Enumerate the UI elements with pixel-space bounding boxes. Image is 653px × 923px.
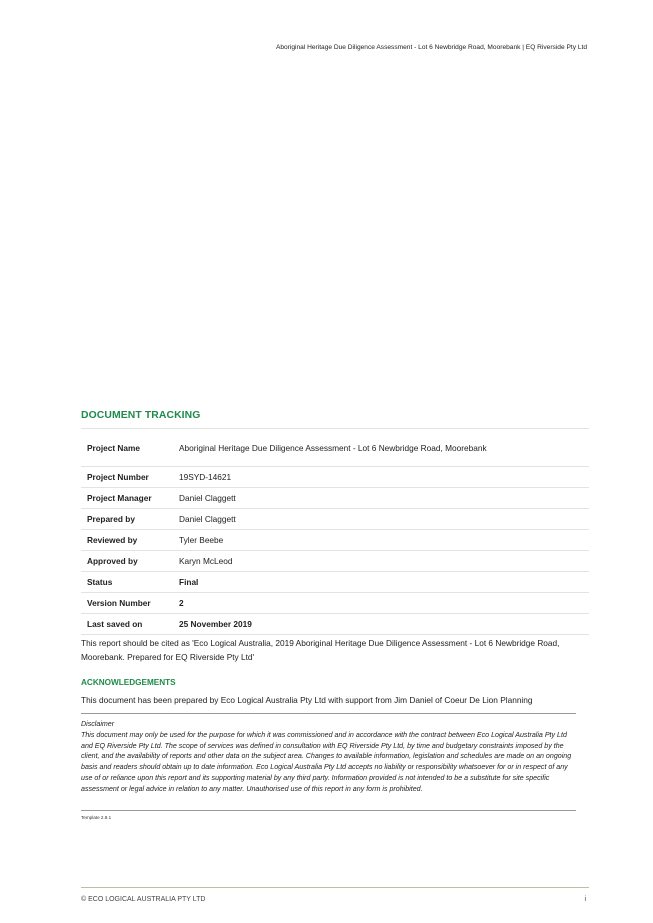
footer-page-number: i [584,896,586,903]
table-row [81,572,589,593]
table-row [81,488,589,509]
table-row [81,530,589,551]
citation-text: This report should be cited as 'Eco Logical Australia, 2019 Aboriginal Heritage Due Diligence Assessment - Lot 6 Newbridge Road, Moorebank. Prepared for EQ Riverside Pty Ltd' [81,638,560,662]
approved-by-label: Approved by [87,556,138,566]
version-number-value: 2 [179,598,184,608]
approved-by-value: Karyn McLeod [179,556,233,566]
last-saved-label: Last saved on [87,619,143,629]
document-tracking-title: DOCUMENT TRACKING [81,410,201,421]
project-name-label: Project Name [87,442,141,453]
acknowledgements-title: ACKNOWLEDGEMENTS [81,678,176,687]
prepared-by-label: Prepared by [87,514,135,524]
prepared-by-value: Daniel Claggett [179,514,236,524]
status-value: Final [179,577,199,587]
footer-divider [81,887,589,888]
project-number-value: 19SYD-14621 [179,472,232,482]
reviewed-by-label: Reviewed by [87,535,138,545]
project-name-value: Aboriginal Heritage Due Diligence Assessment - Lot 6 Newbridge Road, Moorebank [179,442,487,453]
document-tracking-table [81,428,589,635]
table-row [81,429,589,467]
disclaimer-block [81,719,578,795]
reviewed-by-value: Tyler Beebe [179,535,224,545]
table-row [81,614,589,635]
table-row [81,593,589,614]
project-manager-value: Daniel Claggett [179,493,236,503]
running-header: Aboriginal Heritage Due Diligence Assessment - Lot 6 Newbridge Road, Moorebank | EQ Riverside Pty Ltd [275,44,587,51]
disclaimer-body: This document may only be used for the purpose for which it was commissioned and in accordance with the contract between Eco Logical Australia Pty Ltd and EQ Riverside Pty Ltd. The scope of services was defined in consultation with EQ Riverside Pty Ltd, by time and budgetary constraints imposed by the client, and the availability of reports and other data on the subject area. Changes to available information, legislation and schedules are made on an ongoing basis and readers should obtain up to date information. Eco Logical Australia Pty Ltd accepts no liability or responsibility whatsoever for or in respect of any use of or reliance upon this report and its supporting material by any third party. Information provided is not intended to be a substitute for site specific assessment or legal advice in relation to any matter. Unauthorised use of this report in any form is prohibited. [81,730,572,793]
footer-copyright: © ECO LOGICAL AUSTRALIA PTY LTD [81,896,206,903]
table-row [81,467,589,488]
disclaimer-heading: Disclaimer [81,720,115,728]
disclaimer-bottom-divider [81,810,576,811]
template-version: Template 2.8.1 [81,815,112,820]
disclaimer-top-divider [81,713,576,714]
project-number-label: Project Number [87,472,149,482]
table-row [81,509,589,530]
version-number-label: Version Number [87,598,151,608]
status-label: Status [87,577,113,587]
project-manager-label: Project Manager [87,493,152,503]
acknowledgements-text: This document has been prepared by Eco Logical Australia Pty Ltd with support from Jim Daniel of Coeur De Lion Planning [81,695,533,705]
last-saved-value: 25 November 2019 [179,619,252,629]
table-row [81,551,589,572]
